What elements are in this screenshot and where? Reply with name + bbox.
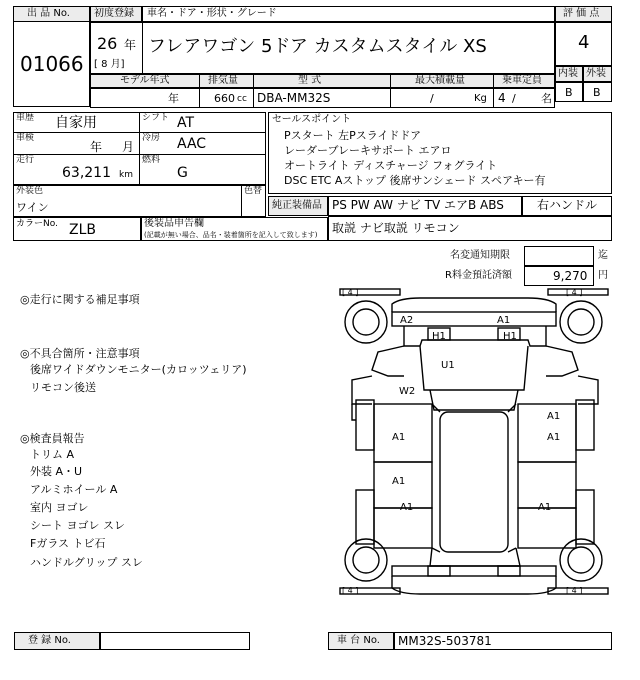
reg-label: 登 録 No. (28, 635, 71, 646)
ext-color-label: 外装色 (16, 186, 44, 196)
defect-line: リモコン後送 (30, 381, 96, 394)
grade-value: 4 (578, 32, 590, 53)
inspector-line: ハンドルグリップ スレ (30, 556, 143, 569)
max-load-label: 最大積載量 (415, 75, 465, 86)
ac-label: 冷房 (142, 133, 161, 143)
history-label: 車歴 (16, 113, 35, 123)
inspector-line: シート ヨゴレ スレ (30, 519, 125, 532)
sales-point-line: レーダーブレーキサポート エアロ (284, 144, 452, 157)
car-name: フレアワゴン 5ドア カスタムスタイル XS (148, 36, 487, 57)
displacement-unit: cc (237, 94, 247, 104)
inspection-month-unit: 月 (122, 140, 135, 154)
defect-line: 後席ワイドダウンモニター(カロッツェリア) (30, 363, 247, 376)
tire-label: [ 4 ] (342, 288, 359, 297)
damage-mark: A1 (400, 502, 414, 513)
lot-number: 01066 (20, 52, 84, 76)
color-no-value: ZLB (69, 222, 96, 238)
model-year-unit: 年 (168, 92, 179, 105)
aftermarket-label: 後装品申告欄 (144, 218, 204, 229)
chassis-value: MM32S-503781 (398, 634, 492, 648)
fuel-value: G (177, 165, 188, 181)
equipment-label: 純正装備品 (272, 200, 322, 211)
inspector-line: 室内 ヨゴレ (30, 501, 89, 514)
interior-grade: B (565, 86, 573, 99)
first-reg-year-unit: 年 (124, 38, 137, 52)
damage-mark: H1 (503, 331, 517, 342)
first-reg-month: [ 8 月] (94, 59, 125, 70)
inspection-label: 車検 (16, 133, 35, 143)
grade-label: 評 価 点 (563, 8, 600, 19)
ac-value: AAC (177, 136, 207, 152)
inspector-line: トリム A (30, 448, 75, 461)
color-change-label: 色替 (244, 186, 263, 196)
inspector-line: Fガラス トビ石 (30, 537, 106, 550)
first-reg-year: 26 (97, 34, 118, 53)
first-reg-label: 初度登録 (94, 8, 134, 19)
capacity-value: 4 (498, 91, 506, 105)
damage-mark: U1 (441, 360, 455, 371)
reg-value-cell (100, 632, 250, 650)
model-year-label: モデル年式 (120, 75, 170, 86)
equipment-value: PS PW AW ナビ TV エアB ABS (332, 198, 504, 212)
name-change-unit: 迄 (598, 250, 608, 261)
type-value: DBA-MM32S (257, 91, 331, 105)
name-change-label: 名変通知期限 (450, 250, 510, 261)
damage-mark: H1 (432, 331, 446, 342)
damage-mark: A2 (400, 315, 414, 326)
displacement-label: 排気量 (208, 75, 238, 86)
damage-mark: A1 (392, 476, 406, 487)
aftermarket-note: (記載が無い場合、品名・装着箇所を記入して致します) (144, 231, 318, 239)
mileage-unit: km (119, 170, 133, 180)
capacity-unit: 名 (541, 92, 552, 105)
shift-value: AT (177, 115, 195, 131)
sales-points-label: セールスポイント (272, 114, 352, 125)
sales-point-line: オートライト ディスチャージ フォグライト (284, 159, 498, 172)
sales-point-line: DSC ETC Aストップ 後席サンシェード スペアキー有 (284, 174, 546, 187)
exterior-label: 外装 (586, 68, 606, 79)
interior-label: 内装 (558, 68, 578, 79)
damage-mark: A1 (538, 502, 552, 513)
max-load-unit: Kg (474, 93, 487, 104)
tire-label: [ 4 ] (566, 586, 583, 595)
recycle-label: R料金預託済額 (445, 270, 512, 281)
damage-mark: A1 (547, 411, 561, 422)
car-name-label: 車名・ドア・形状・グレード (147, 8, 277, 19)
tire-label: [ 4 ] (342, 586, 359, 595)
ext-color-value: ワイン (16, 201, 49, 214)
displacement-value: 660 (214, 92, 235, 105)
inspection-year-unit: 年 (90, 140, 103, 154)
damage-mark: A1 (392, 432, 406, 443)
type-label: 型 式 (298, 75, 322, 86)
history-value: 自家用 (55, 115, 97, 131)
inspector-line: アルミホイール A (30, 483, 118, 496)
exterior-grade: B (593, 86, 601, 99)
driving-notes-title: ◎走行に関する補足事項 (20, 293, 140, 306)
chassis-label: 車 台 No. (337, 635, 380, 646)
recycle-value: 9,270 (553, 269, 588, 283)
shift-label: シフト (142, 113, 170, 123)
tire-label: [ 4 ] (566, 288, 583, 297)
mileage-label: 走行 (16, 155, 35, 165)
damage-mark: W2 (399, 386, 416, 397)
sales-point-line: Pスタート 左Pスライドドア (284, 129, 422, 142)
color-no-label: カラーNo. (16, 219, 58, 229)
inspector-title: ◎検査員報告 (20, 432, 85, 445)
defects-title: ◎不具合箇所・注意事項 (20, 347, 140, 360)
recycle-unit: 円 (598, 270, 608, 281)
damage-mark: A1 (497, 315, 511, 326)
capacity-label: 乗車定員 (502, 75, 542, 86)
fuel-label: 燃料 (142, 155, 161, 165)
mileage-value: 63,211 (62, 165, 111, 181)
capacity-slash: / (512, 92, 516, 105)
manual-value: 取説 ナビ取説 リモコン (332, 221, 460, 235)
handle-value: 右ハンドル (537, 198, 598, 212)
inspector-line: 外装 A・U (30, 465, 83, 478)
max-load-slash: / (430, 92, 434, 105)
lot-label: 出 品 No. (27, 8, 70, 19)
damage-mark: A1 (547, 432, 561, 443)
